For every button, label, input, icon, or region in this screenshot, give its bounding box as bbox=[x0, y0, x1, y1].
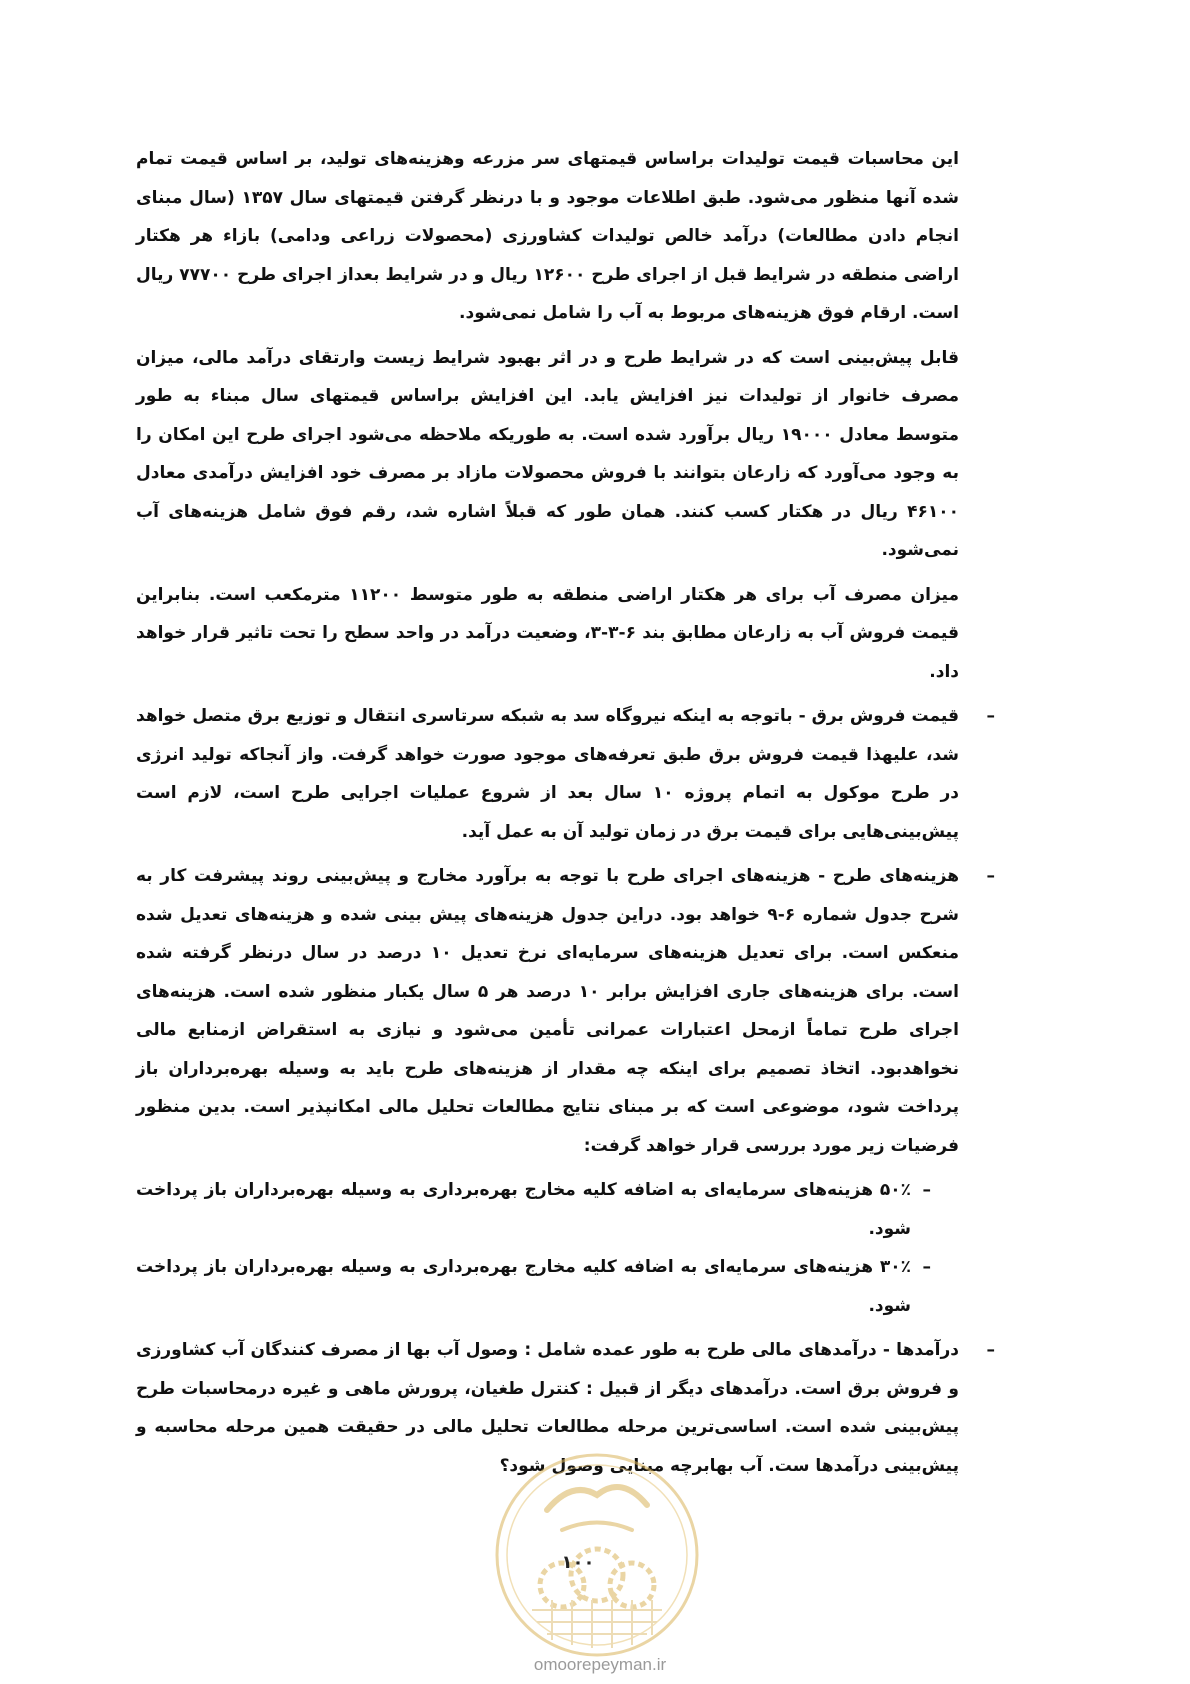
bullet-dash: – bbox=[986, 706, 995, 726]
bullet-dash: – bbox=[986, 866, 995, 886]
site-watermark-text: omoorepeyman.ir bbox=[533, 1655, 667, 1674]
bullet-dash: – bbox=[986, 1340, 995, 1360]
paragraph-2: قابل پیش‌بینی است که در شرایط طرح و در اثر بهبود شرایط زیست وارتقای درآمد مالی، میزان مصرف خانوار از تولیدات نیز افزایش یابد. این افزایش براساس قیمتهای سال مبناء به طور متوسط معادل ۱۹۰۰۰ ریال برآورد شده است. به طوریکه ملاحظه می‌شود اجرای طرح این امکان را به وجود می‌آورد که زارعان بتوانند با فروش محصولات مازاد بر مصرف خود افزایش درآمدی معادل ۴۶۱۰۰ ریال در هکتار کسب کنند. همان طور که قبلاً اشاره شد، رقم فوق شامل هزینه‌های آب نمی‌شود. bbox=[136, 347, 959, 560]
page-number: ۱۰۰ bbox=[561, 1552, 595, 1573]
bullet-dash: – bbox=[922, 1257, 931, 1277]
bullet-project-costs bbox=[136, 857, 995, 1165]
bullet-dash: – bbox=[922, 1180, 931, 1200]
bullet-electricity-price bbox=[136, 697, 995, 851]
sub-bullet-50-percent bbox=[136, 1171, 931, 1248]
sub-bullet-30-percent bbox=[136, 1248, 931, 1325]
paragraph-1: این محاسبات قیمت تولیدات براساس قیمتهای سر مزرعه وهزینه‌های تولید، بر اساس قیمت تمام شده آنها منظور می‌شود. طبق اطلاعات موجود و با درنظر گرفتن قیمتهای سال ۱۳۵۷ (سال مبنای انجام دادن مطالعات) درآمد خالص تولیدات کشاورزی (محصولات زراعی ودامی) بازاء هر هکتار اراضی منطقه در شرایط قبل از اجرای طرح ۱۲۶۰۰ ریال و در شرایط بعداز اجرای طرح ۷۷۷۰۰ ریال است. ارقام فوق هزینه‌های مربوط به آب را شامل نمی‌شود. bbox=[136, 149, 960, 323]
document-body bbox=[136, 140, 995, 1491]
sub-bullet-text: ۳۰٪ هزینه‌های سرمایه‌ای به اضافه کلیه مخارج بهره‌برداری به وسیله بهره‌برداران باز پرداخت شود. bbox=[136, 1257, 911, 1316]
paragraph-3: میزان مصرف آب برای هر هکتار اراضی منطقه به طور متوسط ۱۱۲۰۰ مترمکعب است. بنابراین قیمت فروش آب به زارعان مطابق بند ۶-۳-۳، وضعیت درآمد در واحد سطح را تحت تاثیر قرار خواهد داد. bbox=[136, 584, 960, 682]
bullet-text: درآمدها - درآمدهای مالی طرح به طور عمده شامل : وصول آب بها از مصرف کنندگان آب کشاورزی و فروش برق است. درآمدهای دیگر از قبیل : کنترل طغیان، پرورش ماهی و غیره درمحاسبات طرح پیش‌بینی شده است. اساسی‌ترین مرحله مطالعات تحلیل مالی در حقیقت همین مرحله محاسبه و پیش‌بینی درآمدها ست. آب بهابرچه مبنایی وصول شود؟ bbox=[136, 1340, 959, 1476]
bullet-text: هزینه‌های طرح - هزینه‌های اجرای طرح با توجه به برآورد مخارج و پیش‌بینی روند پیشرفت کار به شرح جدول شماره ۶-۹ خواهد بود. دراین جدول هزینه‌های پیش بینی شده و هزینه‌های تعدیل شده منعکس است. برای تعدیل هزینه‌های سرمایه‌ای نرخ تعدیل ۱۰ درصد در سال درنظر گرفته شده است. برای هزینه‌های جاری افزایش برابر ۱۰ درصد هر ۵ سال یکبار منظور شده است. هزینه‌های اجرای طرح تماماً ازمحل اعتبارات عمرانی تأمین می‌شود و نیازی به استقراض ازمنابع مالی نخواهدبود. اتخاذ تصمیم برای اینکه چه مقدار از هزینه‌های طرح باید به وسیله بهره‌برداران باز پرداخت شود، موضوعی است که بر مبنای نتایج مطالعات تحلیل مالی امکانپذیر است. بدین منظور فرضیات زیر مورد بررسی قرار خواهد گرفت: bbox=[136, 866, 959, 1156]
bullet-text: قیمت فروش برق - باتوجه به اینکه نیروگاه سد به شبکه سرتاسری انتقال و توزیع برق متصل خواهد شد، علیهذا قیمت فروش برق طبق تعرفه‌های موجود صورت خواهد گرفت. واز آنجاکه تولید انرژی در طرح موکول به اتمام پروژه ۱۰ سال بعد از شروع عملیات اجرایی طرح است، لازم است پیش‌بینی‌هایی برای قیمت برق در زمان تولید آن به عمل آید. bbox=[136, 706, 959, 842]
sub-bullet-text: ۵۰٪ هزینه‌های سرمایه‌ای به اضافه کلیه مخارج بهره‌برداری به وسیله بهره‌برداران باز پرداخت شود. bbox=[136, 1180, 911, 1239]
